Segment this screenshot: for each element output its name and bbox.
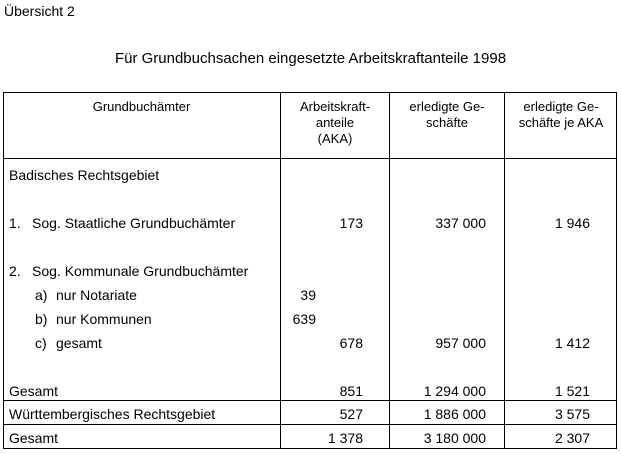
header-geschaefte-line2: schäfte <box>426 115 468 130</box>
data-table <box>3 92 617 449</box>
row-label-grand-total: Gesamt <box>9 430 59 446</box>
section-heading-baden: Badisches Rechtsgebiet <box>9 167 160 183</box>
row-number: 1. <box>9 215 21 231</box>
row-divider <box>3 424 617 425</box>
header-je-aka <box>505 99 617 131</box>
header-je-aka-line2: schäfte je AKA <box>518 115 604 130</box>
row-label: gesamt <box>56 335 102 351</box>
cell-geschaefte: 1 294 000 <box>423 383 486 399</box>
row-subnumber: a) <box>35 287 48 303</box>
row-label: nur Notariate <box>56 287 137 303</box>
row-divider <box>3 400 617 401</box>
row-label-total: Gesamt <box>9 383 59 399</box>
cell-geschaefte: 957 000 <box>435 335 486 351</box>
document-caption: Übersicht 2 <box>4 3 75 19</box>
row-subnumber: b) <box>35 311 48 327</box>
row-label: Sog. Kommunale Grundbuchämter <box>32 263 249 279</box>
header-aka <box>281 99 389 147</box>
cell-je-aka: 1 521 <box>554 383 590 399</box>
cell-je-aka: 3 575 <box>554 406 590 422</box>
row-label: Sog. Staatliche Grundbuchämter <box>32 215 236 231</box>
row-label: Württembergisches Rechtsgebiet <box>9 406 216 422</box>
cell-geschaefte: 1 886 000 <box>423 406 486 422</box>
header-aka-line2: anteile <box>315 115 355 130</box>
cell-aka: 851 <box>339 383 363 399</box>
row-subnumber: c) <box>35 335 47 351</box>
cell-je-aka: 1 946 <box>554 215 590 231</box>
table-title: Für Grundbuchsachen eingesetzte Arbeitskraftanteile 1998 <box>114 50 507 67</box>
cell-aka: 678 <box>339 335 363 351</box>
header-grundbuchaemter: Grundbuchämter <box>92 99 191 114</box>
cell-aka: 1 378 <box>327 430 363 446</box>
header-geschaefte-line1: erledigte Ge- <box>409 99 485 114</box>
row-number: 2. <box>9 263 21 279</box>
header-aka-line3: (AKA) <box>317 131 353 146</box>
header-je-aka-line1: erledigte Ge- <box>523 99 599 114</box>
cell-aka: 173 <box>339 215 363 231</box>
cell-je-aka: 1 412 <box>554 335 590 351</box>
cell-aka: 527 <box>339 406 363 422</box>
cell-aka-sub: 639 <box>292 311 316 327</box>
cell-je-aka: 2 307 <box>554 430 590 446</box>
cell-geschaefte: 3 180 000 <box>423 430 486 446</box>
row-label: nur Kommunen <box>56 311 152 327</box>
cell-aka-sub: 39 <box>300 287 316 303</box>
header-geschaefte <box>390 99 504 131</box>
cell-geschaefte: 337 000 <box>435 215 486 231</box>
header-aka-line1: Arbeitskraft- <box>299 99 371 114</box>
header-divider <box>3 158 617 159</box>
